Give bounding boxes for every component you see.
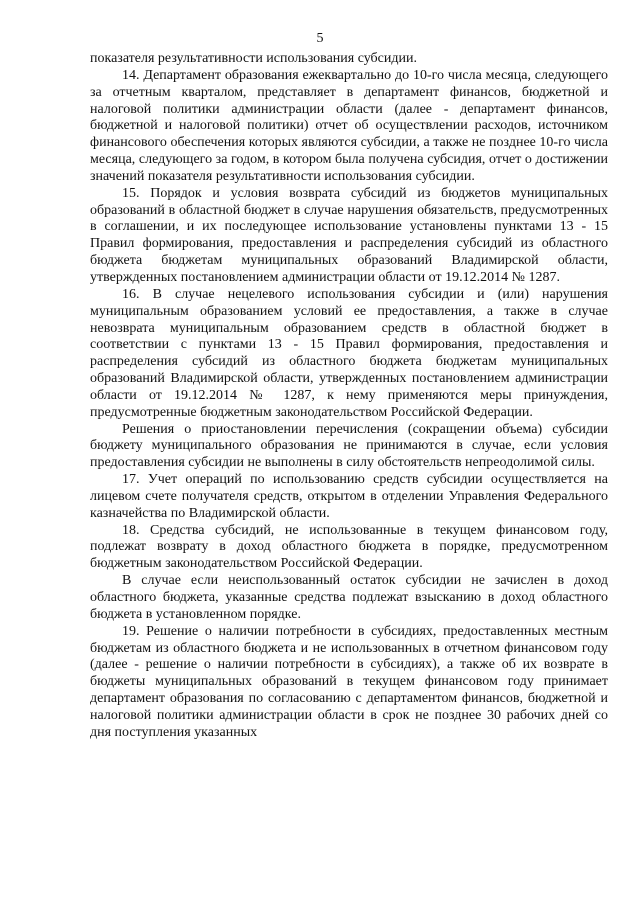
paragraph-15: 15. Порядок и условия возврата субсидий из бюджетов муниципальных образований в областной бюджет в случае нарушения обязательств, предусмотренных в соглашении, и их последующее использование установлены пунктами 13 - 15 Правил формирования, предоставления и распределения субсидий из областного бюджета бюджетам муниципальных образований Владимирской области, утвержденных постановлением администрации области от 19.12.2014 № 1287. <box>90 185 608 285</box>
paragraph-18: 18. Средства субсидий, не использованные в текущем финансовом году, подлежат возврату в доход областного бюджета в порядке, предусмотренном бюджетным законодательством Российской Федерации. <box>90 522 608 572</box>
paragraph-19: 19. Решение о наличии потребности в субсидиях, предоставленных местным бюджетам из областного бюджета и не использованных в отчетном финансовом году (далее - решение о наличии потребности в субсидиях), а также об их возврате в бюджеты муниципальных образований в текущем финансовом году принимает департамент образования по согласованию с департаментом финансов, бюджетной и налоговой политики администрации области в срок не позднее 30 рабочих дней со дня поступления указанных <box>90 623 608 740</box>
paragraph-16: 16. В случае нецелевого использования субсидии и (или) нарушения муниципальным образованием условий ее предоставления, а также в случае невозврата муниципальным образованием средств в областной бюджет в соответствии с пунктами 13 - 15 Правил формирования, предоставления и распределения субсидий из областного бюджета бюджетам муниципальных образований Владимирской области, утвержденных постановлением администрации области от 19.12.2014 № 1287, к нему применяются меры принуждения, предусмотренные бюджетным законодательством Российской Федерации. <box>90 286 608 420</box>
paragraph-16-decisions: Решения о приостановлении перечисления (сокращении объема) субсидии бюджету муниципального образования не принимаются в случае, если условия предоставления субсидии не выполнены в силу обстоятельств непреодолимой силы. <box>90 421 608 471</box>
paragraph-14: 14. Департамент образования ежеквартально до 10-го числа месяца, следующего за отчетным кварталом, представляет в департамент финансов, бюджетной и налоговой политики администрации области (далее - департамент финансов, бюджетной и налоговой политики) отчет об осуществлении расходов, источником финансового обеспечения которых являются субсидии, а также не позднее 10-го числа месяца, следующего за годом, в котором была получена субсидия, отчет о достижении значений показателя результативности использования субсидии. <box>90 67 608 184</box>
paragraph-18-recovery: В случае если неиспользованный остаток субсидии не зачислен в доход областного бюджета, указанные средства подлежат взысканию в доход областного бюджета в установленном порядке. <box>90 573 608 622</box>
paragraph-17: 17. Учет операций по использованию средств субсидии осуществляется на лицевом счете получателя средств, открытом в отделении Управления Федерального казначейства по Владимирской области. <box>90 472 608 521</box>
document-body <box>90 51 608 742</box>
paragraph: показателя результативности использования субсидии. <box>90 51 417 66</box>
page-number: 5 <box>316 31 324 46</box>
